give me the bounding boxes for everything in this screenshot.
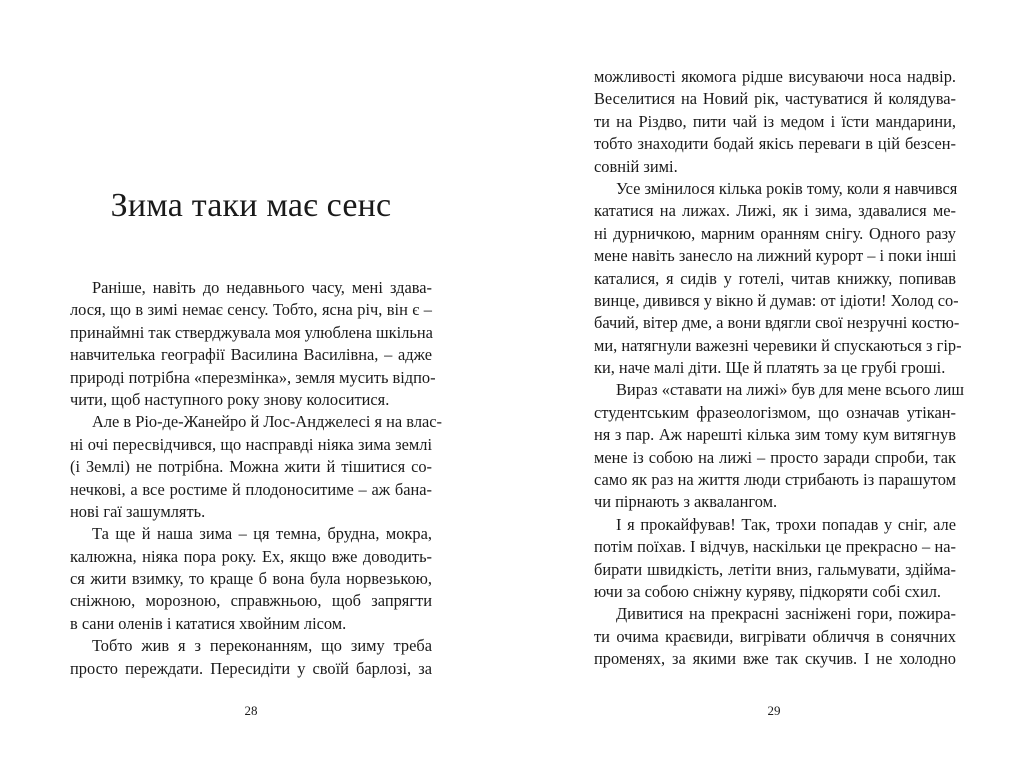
paragraph [594,178,962,380]
text-line: чи пірнають з аквалангом. [594,492,778,512]
text-line: можливості якомога рідше висуваючи носа надвір. [594,67,956,86]
text-line: сніжною, морозною, справжньою, щоб запрягти [70,591,432,611]
page-number: 29 [767,703,781,718]
text-line: калюжна, ніяка пора року. Ех, якщо вже доводить- [70,546,432,566]
paragraph [594,603,956,670]
text-line: мене із собою на лижі – просто заради спроби, так [594,447,956,467]
text-line: ня з пар. Аж нарешті кілька зим тому кум витягнув [594,425,956,445]
text-line: само як раз на життя люди стрибають із парашутом [594,470,956,490]
text-line: бирати швидкість, летіти вниз, гальмувати, здійма- [594,559,956,579]
text-line: навчителька географії Василина Василівна, – адже [70,345,432,365]
left-page-text [70,277,443,680]
text-line: потім поїхав. І відчув, наскільки це прекрасно – на- [594,537,956,557]
text-line: кататися на лижах. Лижі, як і зима, здавалися ме- [594,201,956,221]
text-line: Вираз «ставати на лижі» був для мене всього лиш [616,380,964,400]
text-line: Але в Ріо-де-Жанейро й Лос-Анджелесі я на влас- [92,412,443,432]
text-line: ми, натягнули важезні черевики й спускаються з гір- [594,335,962,355]
paragraph [70,523,432,635]
text-line: природі потрібна «перезмінка», земля мусить відпо- [70,367,436,387]
text-line: ні очі пересвідчився, що насправді ніяка зима землі [70,434,432,454]
text-line: нові гаї зашумлять. [70,501,206,521]
text-line: Раніше, навіть до недавнього часу, мені здава- [92,278,432,297]
text-line: променях, за якими вже так скучив. І не холодно [594,649,956,669]
text-line: ючи за собою сніжну куряву, підкоряти собі схил. [594,581,942,601]
text-line: (і Землі) не потрібна. Можна жити й тішитися со- [70,457,432,477]
paragraph [594,514,956,604]
text-line: ти очима краєвиди, вигрівати обличчя в сонячних [594,626,956,646]
text-line: лося, що в зимі немає сенсу. Тобто, ясна річ, він є – [70,300,432,320]
chapter-title: Зима таки має сенс [110,187,392,224]
text-line: в сани оленів і кататися хвойним лісом. [70,613,347,633]
text-line: Та ще й наша зима – ця темна, брудна, мокра, [92,524,432,544]
paragraph [594,379,964,513]
text-line: ти на Різдво, пити чай із медом і їсти мандарини, [594,111,956,131]
text-line: ся жити взимку, то краще б вона була норвезькою, [70,569,432,589]
text-line: чити, щоб наступного року знову колоситися. [70,389,390,409]
paragraph [594,66,956,178]
right-page-text [594,66,964,671]
text-line: Веселитися на Новий рік, частуватися й колядува- [594,89,956,109]
text-line: принаймні так стверджувала моя улюблена шкільна [70,322,433,342]
text-line: Усе змінилося кілька років тому, коли я навчився [616,178,958,198]
text-line: мене навіть занесло на лижний курорт – і поки інші [594,246,957,266]
page-number: 28 [244,703,258,718]
text-line: Дивитися на прекрасні засніжені гори, пожира- [616,604,956,624]
text-line: нечкові, а все ростиме й плодоноситиме – аж бана- [70,479,432,499]
text-line: тобто знаходити бодай якісь переваги в цій безсен- [594,134,956,154]
paragraph [70,635,432,680]
text-line: бачий, вітер дме, а вони вдягли свої незручні костю- [594,313,960,333]
right-page [512,0,1024,768]
text-line: І я прокайфував! Так, трохи попадав у сніг, але [616,514,956,534]
text-line: студентським фразеологізмом, що означав утікан- [594,402,956,422]
paragraph [70,411,443,523]
text-line: винце, дивився у вікно й думав: от ідіоти! Холод со- [594,290,959,310]
text-line: каталися, я сидів у готелі, читав книжку, попивав [594,268,956,288]
text-line: ки, наче малі діти. Ще й платять за це грубі гроші. [594,358,946,378]
text-line: просто переждати. Пересидіти у своїй барлозі, за [70,658,432,678]
text-line: ні дурничкою, марним оранням снігу. Одного разу [594,223,956,243]
text-line: совній зимі. [594,156,678,176]
paragraph [70,277,436,411]
text-line: Тобто жив я з переконанням, що зиму треба [92,636,432,656]
